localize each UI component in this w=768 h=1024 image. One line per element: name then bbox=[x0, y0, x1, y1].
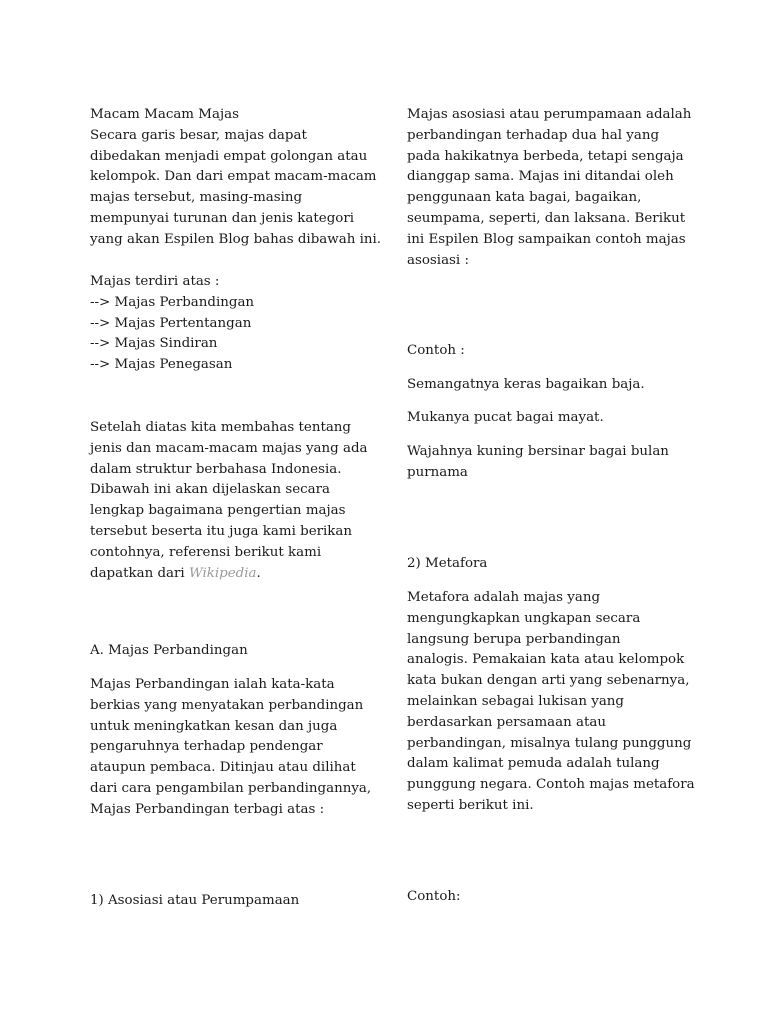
paragraph-line: perbandingan, misalnya tulang punggung bbox=[407, 735, 692, 751]
example-label-block bbox=[407, 887, 461, 908]
example-item-block bbox=[407, 375, 645, 396]
paragraph-line: seumpama, seperti, dan laksana. Berikut bbox=[407, 210, 686, 226]
explanation-paragraph bbox=[90, 418, 368, 584]
paragraph-line: dalam struktur berbahasa Indonesia. bbox=[90, 461, 342, 477]
asosiasi-body bbox=[407, 105, 691, 271]
paragraph-line: pengaruhnya terhadap pendengar bbox=[90, 739, 323, 755]
paragraph-line: analogis. Pemakaian kata atau kelompok bbox=[407, 652, 685, 668]
intro-line: yang akan Espilen Blog bahas dibawah ini. bbox=[90, 231, 382, 247]
paragraph-line: Dibawah ini akan dijelaskan secara bbox=[90, 482, 331, 498]
paragraph-line-with-link bbox=[90, 564, 368, 585]
paragraph-text: dapatkan dari bbox=[90, 565, 189, 581]
paragraph-line: jenis dan macam-macam majas yang ada bbox=[90, 440, 368, 456]
subsection-heading: 1) Asosiasi atau Perumpamaan bbox=[90, 893, 300, 908]
section-heading: A. Majas Perbandingan bbox=[90, 643, 248, 658]
example-label: Contoh: bbox=[407, 889, 461, 904]
paragraph-line: berdasarkan persamaan atau bbox=[407, 714, 606, 730]
paragraph-line: asosiasi : bbox=[407, 252, 469, 268]
example-item-block bbox=[407, 442, 669, 484]
intro-line: majas tersebut, masing-masing bbox=[90, 190, 303, 206]
document-title: Macam Macam Majas bbox=[90, 107, 239, 122]
list-item: --> Majas Perbandingan bbox=[90, 294, 255, 310]
intro-line: dibedakan menjadi empat golongan atau bbox=[90, 148, 368, 164]
example-item: Wajahnya kuning bersinar bagai bulan bbox=[407, 444, 669, 459]
paragraph-line: Majas asosiasi atau perumpamaan adalah bbox=[407, 107, 692, 122]
paragraph-line: dalam kalimat pemuda adalah tulang bbox=[407, 756, 660, 772]
paragraph-line: penggunaan kata bagai, bagaikan, bbox=[407, 190, 642, 206]
paragraph-line: langsung berupa perbandingan bbox=[407, 631, 621, 647]
paragraph-line: seperti berikut ini. bbox=[407, 797, 534, 813]
metafora-heading-block bbox=[407, 554, 487, 575]
list-item: --> Majas Pertentangan bbox=[90, 315, 252, 331]
example-item: Semangatnya keras bagaikan baja. bbox=[407, 377, 645, 392]
section-a-heading-block bbox=[90, 641, 248, 662]
example-item-block bbox=[407, 408, 604, 429]
example-label: Contoh : bbox=[407, 343, 465, 358]
list-item: --> Majas Sindiran bbox=[90, 336, 218, 352]
list-heading: Majas terdiri atas : bbox=[90, 274, 220, 289]
paragraph-line: tersebut beserta itu juga kami berikan bbox=[90, 523, 353, 539]
paragraph-line: melainkan sebagai lukisan yang bbox=[407, 693, 625, 709]
paragraph-line: Majas Perbandingan ialah kata-kata bbox=[90, 677, 335, 692]
intro-line: mempunyai turunan dan jenis kategori bbox=[90, 210, 355, 226]
paragraph-text: . bbox=[256, 565, 261, 581]
intro-line: kelompok. Dan dari empat macam-macam bbox=[90, 169, 377, 185]
paragraph-line: pada hakikatnya berbeda, tetapi sengaja bbox=[407, 148, 684, 164]
list-item: --> Majas Penegasan bbox=[90, 357, 233, 373]
intro-line: Secara garis besar, majas dapat bbox=[90, 127, 307, 143]
paragraph-line: punggung negara. Contoh majas metafora bbox=[407, 777, 695, 793]
metafora-body bbox=[407, 588, 695, 817]
paragraph-line: contohnya, referensi berikut kami bbox=[90, 544, 322, 560]
paragraph-line: Metafora adalah majas yang bbox=[407, 590, 601, 605]
paragraph-line: ini Espilen Blog sampaikan contoh majas bbox=[407, 231, 686, 247]
example-item: Mukanya pucat bagai mayat. bbox=[407, 410, 604, 425]
intro-block bbox=[90, 105, 381, 251]
example-item: purnama bbox=[407, 464, 468, 480]
subsection-1-block bbox=[90, 891, 299, 912]
paragraph-line: untuk meningkatkan kesan dan juga bbox=[90, 718, 338, 734]
example-label-block bbox=[407, 341, 465, 362]
wikipedia-link[interactable]: Wikipedia bbox=[188, 565, 257, 581]
majas-list-block bbox=[90, 272, 254, 376]
paragraph-line: dianggap sama. Majas ini ditandai oleh bbox=[407, 169, 674, 185]
subsection-heading: 2) Metafora bbox=[407, 556, 488, 571]
paragraph-line: kata bukan dengan arti yang sebenarnya, bbox=[407, 673, 690, 689]
paragraph-line: lengkap bagaimana pengertian majas bbox=[90, 503, 346, 519]
paragraph-line: berkias yang menyatakan perbandingan bbox=[90, 697, 364, 713]
paragraph-line: Majas Perbandingan terbagi atas : bbox=[90, 801, 325, 817]
paragraph-line: Setelah diatas kita membahas tentang bbox=[90, 420, 351, 435]
paragraph-line: dari cara pengambilan perbandingannya, bbox=[90, 780, 372, 796]
paragraph-line: mengungkapkan ungkapan secara bbox=[407, 610, 641, 626]
section-a-body bbox=[90, 675, 371, 821]
paragraph-line: perbandingan terhadap dua hal yang bbox=[407, 127, 660, 143]
paragraph-line: ataupun pembaca. Ditinjau atau dilihat bbox=[90, 760, 356, 776]
